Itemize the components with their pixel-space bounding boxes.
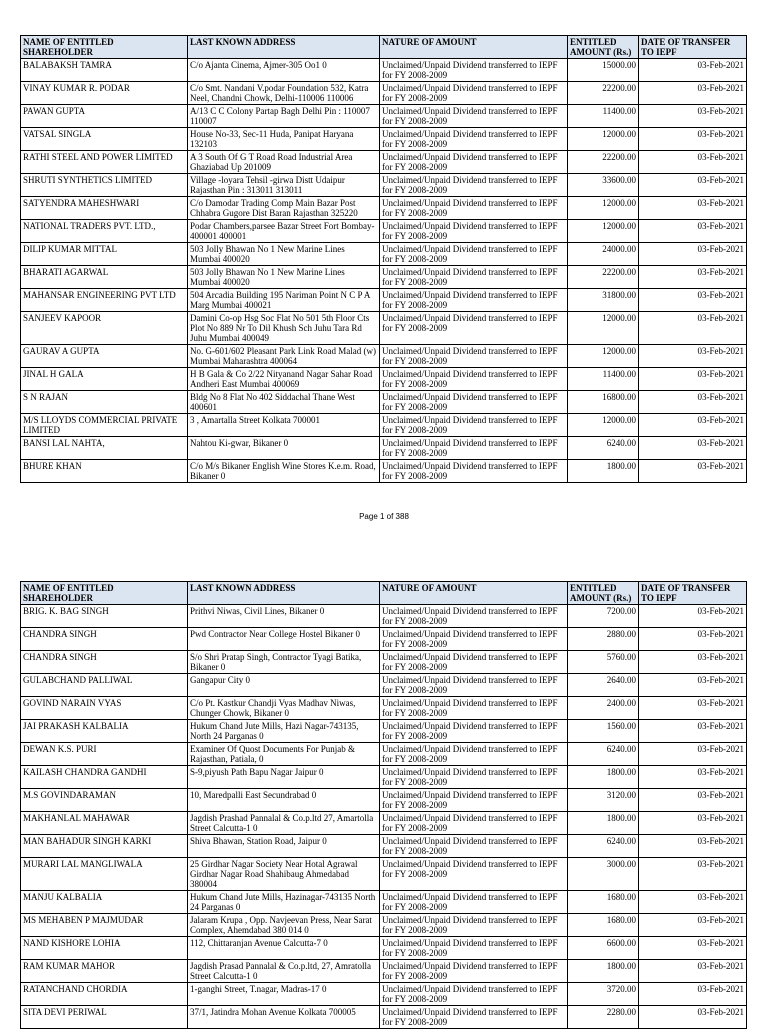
cell-date: 03-Feb-2021 xyxy=(639,937,747,960)
cell-nature: Unclaimed/Unpaid Dividend transferred to IEPF for FY 2008-2009 xyxy=(380,697,568,720)
cell-amount: 3720.00 xyxy=(568,983,639,1006)
table-row xyxy=(21,266,747,289)
cell-address: S/o Shri Pratap Singh, Contractor Tyagi Batika, Bikaner 0 xyxy=(188,651,380,674)
cell-name: M/S LLOYDS COMMERCIAL PRIVATE LIMITED xyxy=(21,414,188,437)
cell-nature: Unclaimed/Unpaid Dividend transferred to IEPF for FY 2008-2009 xyxy=(380,858,568,891)
table-row xyxy=(21,697,747,720)
cell-name: JAI PRAKASH KALBALIA xyxy=(21,720,188,743)
cell-nature: Unclaimed/Unpaid Dividend transferred to IEPF for FY 2008-2009 xyxy=(380,151,568,174)
cell-amount: 3000.00 xyxy=(568,858,639,891)
cell-date: 03-Feb-2021 xyxy=(639,812,747,835)
table-row xyxy=(21,460,747,483)
cell-name: SANJEEV KAPOOR xyxy=(21,312,188,345)
cell-name: DEWAN K.S. PURI xyxy=(21,743,188,766)
cell-amount: 31800.00 xyxy=(568,289,639,312)
table-body xyxy=(21,605,747,1029)
cell-nature: Unclaimed/Unpaid Dividend transferred to IEPF for FY 2008-2009 xyxy=(380,197,568,220)
table-row xyxy=(21,812,747,835)
cell-address: 25 Girdhar Nagar Society Near Hotal Agrawal Girdhar Nagar Road Shahibaug Ahmedabad 380004 xyxy=(188,858,380,891)
table-header-row xyxy=(21,36,747,59)
table-row xyxy=(21,345,747,368)
cell-name: RAM KUMAR MAHOR xyxy=(21,960,188,983)
cell-date: 03-Feb-2021 xyxy=(639,960,747,983)
cell-nature: Unclaimed/Unpaid Dividend transferred to IEPF for FY 2008-2009 xyxy=(380,651,568,674)
cell-date: 03-Feb-2021 xyxy=(639,766,747,789)
cell-nature: Unclaimed/Unpaid Dividend transferred to IEPF for FY 2008-2009 xyxy=(380,674,568,697)
header-amount: ENTITLED AMOUNT (Rs.) xyxy=(568,36,639,59)
cell-name: BRIG. K. BAG SINGH xyxy=(21,605,188,628)
cell-amount: 12000.00 xyxy=(568,312,639,345)
cell-address: C/o M/s Bikaner English Wine Stores K.e.m. Road, Bikaner 0 xyxy=(188,460,380,483)
table-row xyxy=(21,414,747,437)
cell-address: Pwd Contractor Near College Hostel Bikaner 0 xyxy=(188,628,380,651)
page-number: Page 1 of 388 xyxy=(359,512,409,521)
cell-address: Jagdish Prashad Pannalal & Co.p.ltd 27, Amartolla Street Calcutta-1 0 xyxy=(188,812,380,835)
table-row xyxy=(21,391,747,414)
cell-name: MS MEHABEN P MAJMUDAR xyxy=(21,914,188,937)
cell-address: 37/1, Jatindra Mohan Avenue Kolkata 700005 xyxy=(188,1006,380,1029)
table-row xyxy=(21,312,747,345)
cell-nature: Unclaimed/Unpaid Dividend transferred to IEPF for FY 2008-2009 xyxy=(380,414,568,437)
cell-nature: Unclaimed/Unpaid Dividend transferred to IEPF for FY 2008-2009 xyxy=(380,891,568,914)
cell-nature: Unclaimed/Unpaid Dividend transferred to IEPF for FY 2008-2009 xyxy=(380,914,568,937)
cell-name: CHANDRA SINGH xyxy=(21,651,188,674)
cell-name: S N RAJAN xyxy=(21,391,188,414)
table-row xyxy=(21,197,747,220)
cell-address: S-9,piyush Path Bapu Nagar Jaipur 0 xyxy=(188,766,380,789)
table-row xyxy=(21,174,747,197)
shareholder-table-page-1 xyxy=(20,35,747,483)
cell-nature: Unclaimed/Unpaid Dividend transferred to IEPF for FY 2008-2009 xyxy=(380,243,568,266)
cell-nature: Unclaimed/Unpaid Dividend transferred to IEPF for FY 2008-2009 xyxy=(380,220,568,243)
table-body xyxy=(21,59,747,483)
cell-amount: 12000.00 xyxy=(568,197,639,220)
table-row xyxy=(21,937,747,960)
cell-address: C/o Pt. Kastkur Chandji Vyas Madhav Niwas, Chunger Chowk, Bikaner 0 xyxy=(188,697,380,720)
table-row xyxy=(21,437,747,460)
cell-name: MANJU KALBALIA xyxy=(21,891,188,914)
cell-date: 03-Feb-2021 xyxy=(639,128,747,151)
cell-address: Hukum Chand Jute Mills, Hazinagar-743135 North 24 Parganas 0 xyxy=(188,891,380,914)
table-row xyxy=(21,59,747,82)
cell-name: VATSAL SINGLA xyxy=(21,128,188,151)
cell-address: 504 Arcadia Building 195 Nariman Point N C P A Marg Mumbai 400021 xyxy=(188,289,380,312)
cell-date: 03-Feb-2021 xyxy=(639,105,747,128)
cell-date: 03-Feb-2021 xyxy=(639,220,747,243)
cell-name: BALABAKSH TAMRA xyxy=(21,59,188,82)
cell-amount: 5760.00 xyxy=(568,651,639,674)
cell-name: SHRUTI SYNTHETICS LIMITED xyxy=(21,174,188,197)
table-row xyxy=(21,720,747,743)
cell-date: 03-Feb-2021 xyxy=(639,1006,747,1029)
cell-address: Gangapur City 0 xyxy=(188,674,380,697)
cell-nature: Unclaimed/Unpaid Dividend transferred to IEPF for FY 2008-2009 xyxy=(380,812,568,835)
cell-amount: 1800.00 xyxy=(568,460,639,483)
cell-nature: Unclaimed/Unpaid Dividend transferred to IEPF for FY 2008-2009 xyxy=(380,628,568,651)
cell-date: 03-Feb-2021 xyxy=(639,460,747,483)
cell-amount: 2400.00 xyxy=(568,697,639,720)
cell-nature: Unclaimed/Unpaid Dividend transferred to IEPF for FY 2008-2009 xyxy=(380,720,568,743)
cell-nature: Unclaimed/Unpaid Dividend transferred to IEPF for FY 2008-2009 xyxy=(380,983,568,1006)
cell-name: MURARI LAL MANGLIWALA xyxy=(21,858,188,891)
header-name: NAME OF ENTITLED SHAREHOLDER xyxy=(21,582,188,605)
cell-nature: Unclaimed/Unpaid Dividend transferred to IEPF for FY 2008-2009 xyxy=(380,345,568,368)
cell-address: Village -loyara Tehsil -girwa Distt Udaipur Rajasthan Pin : 313011 313011 xyxy=(188,174,380,197)
cell-name: KAILASH CHANDRA GANDHI xyxy=(21,766,188,789)
cell-name: BHURE KHAN xyxy=(21,460,188,483)
cell-nature: Unclaimed/Unpaid Dividend transferred to IEPF for FY 2008-2009 xyxy=(380,391,568,414)
cell-name: BANSI LAL NAHTA, xyxy=(21,437,188,460)
cell-amount: 1800.00 xyxy=(568,960,639,983)
cell-name: RATANCHAND CHORDIA xyxy=(21,983,188,1006)
cell-address: 503 Jolly Bhawan No 1 New Marine Lines Mumbai 400020 xyxy=(188,243,380,266)
cell-amount: 2280.00 xyxy=(568,1006,639,1029)
cell-name: NATIONAL TRADERS PVT. LTD., xyxy=(21,220,188,243)
table-row xyxy=(21,151,747,174)
header-address: LAST KNOWN ADDRESS xyxy=(188,582,380,605)
cell-amount: 6240.00 xyxy=(568,437,639,460)
cell-date: 03-Feb-2021 xyxy=(639,82,747,105)
cell-amount: 11400.00 xyxy=(568,105,639,128)
cell-nature: Unclaimed/Unpaid Dividend transferred to IEPF for FY 2008-2009 xyxy=(380,460,568,483)
header-nature: NATURE OF AMOUNT xyxy=(380,36,568,59)
table-row xyxy=(21,891,747,914)
cell-amount: 12000.00 xyxy=(568,345,639,368)
cell-nature: Unclaimed/Unpaid Dividend transferred to IEPF for FY 2008-2009 xyxy=(380,789,568,812)
cell-name: M.S GOVINDARAMAN xyxy=(21,789,188,812)
cell-address: A 3 South Of G T Road Road Industrial Area Ghaziabad Up 201009 xyxy=(188,151,380,174)
table-row xyxy=(21,766,747,789)
document-page-2 xyxy=(0,540,768,1027)
cell-amount: 6240.00 xyxy=(568,835,639,858)
cell-address: 1-ganghi Street, T.nagar, Madras-17 0 xyxy=(188,983,380,1006)
cell-address: 3 , Amartalla Street Kolkata 700001 xyxy=(188,414,380,437)
cell-date: 03-Feb-2021 xyxy=(639,651,747,674)
cell-name: BHARATI AGARWAL xyxy=(21,266,188,289)
cell-name: SITA DEVI PERIWAL xyxy=(21,1006,188,1029)
cell-address: Podar Chambers,parsee Bazar Street Fort Bombay-400001 400001 xyxy=(188,220,380,243)
cell-amount: 1680.00 xyxy=(568,891,639,914)
table-row xyxy=(21,743,747,766)
cell-date: 03-Feb-2021 xyxy=(639,414,747,437)
cell-date: 03-Feb-2021 xyxy=(639,605,747,628)
cell-nature: Unclaimed/Unpaid Dividend transferred to IEPF for FY 2008-2009 xyxy=(380,605,568,628)
cell-amount: 12000.00 xyxy=(568,220,639,243)
cell-amount: 6600.00 xyxy=(568,937,639,960)
cell-nature: Unclaimed/Unpaid Dividend transferred to IEPF for FY 2008-2009 xyxy=(380,960,568,983)
cell-amount: 1560.00 xyxy=(568,720,639,743)
table-row xyxy=(21,1006,747,1029)
header-name: NAME OF ENTITLED SHAREHOLDER xyxy=(21,36,188,59)
cell-date: 03-Feb-2021 xyxy=(639,289,747,312)
table-header-row xyxy=(21,582,747,605)
table-row xyxy=(21,960,747,983)
cell-nature: Unclaimed/Unpaid Dividend transferred to IEPF for FY 2008-2009 xyxy=(380,312,568,345)
cell-address: Prithvi Niwas, Civil Lines, Bikaner 0 xyxy=(188,605,380,628)
cell-date: 03-Feb-2021 xyxy=(639,914,747,937)
cell-date: 03-Feb-2021 xyxy=(639,720,747,743)
cell-nature: Unclaimed/Unpaid Dividend transferred to IEPF for FY 2008-2009 xyxy=(380,105,568,128)
cell-date: 03-Feb-2021 xyxy=(639,789,747,812)
cell-address: House No-33, Sec-11 Huda, Panipat Haryana 132103 xyxy=(188,128,380,151)
table-row xyxy=(21,289,747,312)
cell-address: Examiner Of Quost Documents For Punjab & Rajasthan, Patiala, 0 xyxy=(188,743,380,766)
cell-name: VINAY KUMAR R. PODAR xyxy=(21,82,188,105)
cell-address: Nahtou Ki-gwar, Bikaner 0 xyxy=(188,437,380,460)
table-row xyxy=(21,82,747,105)
cell-address: C/o Ajanta Cinema, Ajmer-305 Oo1 0 xyxy=(188,59,380,82)
cell-address: No. G-601/602 Pleasant Park Link Road Malad (w) Mumbai Maharashtra 400064 xyxy=(188,345,380,368)
cell-amount: 16800.00 xyxy=(568,391,639,414)
cell-nature: Unclaimed/Unpaid Dividend transferred to IEPF for FY 2008-2009 xyxy=(380,266,568,289)
cell-date: 03-Feb-2021 xyxy=(639,437,747,460)
cell-name: PAWAN GUPTA xyxy=(21,105,188,128)
table-row xyxy=(21,368,747,391)
table-row xyxy=(21,628,747,651)
cell-address: C/o Smt. Nandani V.podar Foundation 532, Katra Neel, Chandni Chowk, Delhi-110006 110006 xyxy=(188,82,380,105)
cell-name: GULABCHAND PALLIWAL xyxy=(21,674,188,697)
table-row xyxy=(21,858,747,891)
cell-nature: Unclaimed/Unpaid Dividend transferred to IEPF for FY 2008-2009 xyxy=(380,937,568,960)
cell-amount: 2640.00 xyxy=(568,674,639,697)
cell-date: 03-Feb-2021 xyxy=(639,891,747,914)
cell-amount: 1800.00 xyxy=(568,766,639,789)
cell-name: DILIP KUMAR MITTAL xyxy=(21,243,188,266)
cell-address: Jagdish Prasad Pannalal & Co.p.ltd, 27, Amratolla Street Calcutta-1 0 xyxy=(188,960,380,983)
cell-date: 03-Feb-2021 xyxy=(639,835,747,858)
table-row xyxy=(21,674,747,697)
table-row xyxy=(21,243,747,266)
cell-nature: Unclaimed/Unpaid Dividend transferred to IEPF for FY 2008-2009 xyxy=(380,743,568,766)
cell-address: A/13 C C Colony Partap Bagh Delhi Pin : 110007 110007 xyxy=(188,105,380,128)
cell-date: 03-Feb-2021 xyxy=(639,345,747,368)
cell-name: CHANDRA SINGH xyxy=(21,628,188,651)
cell-date: 03-Feb-2021 xyxy=(639,266,747,289)
cell-date: 03-Feb-2021 xyxy=(639,151,747,174)
cell-nature: Unclaimed/Unpaid Dividend transferred to IEPF for FY 2008-2009 xyxy=(380,835,568,858)
cell-nature: Unclaimed/Unpaid Dividend transferred to IEPF for FY 2008-2009 xyxy=(380,128,568,151)
cell-name: RATHI STEEL AND POWER LIMITED xyxy=(21,151,188,174)
cell-amount: 11400.00 xyxy=(568,368,639,391)
table-row xyxy=(21,651,747,674)
table-row xyxy=(21,983,747,1006)
cell-nature: Unclaimed/Unpaid Dividend transferred to IEPF for FY 2008-2009 xyxy=(380,59,568,82)
cell-amount: 1680.00 xyxy=(568,914,639,937)
cell-amount: 24000.00 xyxy=(568,243,639,266)
cell-amount: 22200.00 xyxy=(568,266,639,289)
cell-address: Jalaram Krupa , Opp. Navjeevan Press, Near Sarat Complex, Ahemdabad 380 014 0 xyxy=(188,914,380,937)
cell-date: 03-Feb-2021 xyxy=(639,243,747,266)
header-date: DATE OF TRANSFER TO IEPF xyxy=(639,582,747,605)
cell-address: H B Gala & Co 2/22 Nityanand Nagar Sahar Road Andheri East Mumbai 400069 xyxy=(188,368,380,391)
cell-amount: 33600.00 xyxy=(568,174,639,197)
cell-date: 03-Feb-2021 xyxy=(639,628,747,651)
table-row xyxy=(21,220,747,243)
cell-name: MAN BAHADUR SINGH KARKI xyxy=(21,835,188,858)
cell-amount: 15000.00 xyxy=(568,59,639,82)
cell-address: Hukum Chand Jute Mills, Hazi Nagar-743135, North 24 Parganas 0 xyxy=(188,720,380,743)
shareholder-table-page-2 xyxy=(20,581,747,1029)
table-row xyxy=(21,914,747,937)
cell-address: 10, Maredpalli East Secundrabad 0 xyxy=(188,789,380,812)
header-amount: ENTITLED AMOUNT (Rs.) xyxy=(568,582,639,605)
cell-date: 03-Feb-2021 xyxy=(639,197,747,220)
cell-nature: Unclaimed/Unpaid Dividend transferred to IEPF for FY 2008-2009 xyxy=(380,368,568,391)
cell-amount: 12000.00 xyxy=(568,128,639,151)
cell-name: GOVIND NARAIN VYAS xyxy=(21,697,188,720)
cell-nature: Unclaimed/Unpaid Dividend transferred to IEPF for FY 2008-2009 xyxy=(380,289,568,312)
cell-amount: 22200.00 xyxy=(568,82,639,105)
cell-nature: Unclaimed/Unpaid Dividend transferred to IEPF for FY 2008-2009 xyxy=(380,82,568,105)
cell-nature: Unclaimed/Unpaid Dividend transferred to IEPF for FY 2008-2009 xyxy=(380,437,568,460)
cell-name: GAURAV A GUPTA xyxy=(21,345,188,368)
header-date: DATE OF TRANSFER TO IEPF xyxy=(639,36,747,59)
cell-amount: 12000.00 xyxy=(568,414,639,437)
cell-amount: 7200.00 xyxy=(568,605,639,628)
cell-address: Bldg No 8 Flat No 402 Siddachal Thane West 400601 xyxy=(188,391,380,414)
cell-amount: 2880.00 xyxy=(568,628,639,651)
cell-address: 112, Chittaranjan Avenue Calcutta-7 0 xyxy=(188,937,380,960)
cell-date: 03-Feb-2021 xyxy=(639,858,747,891)
table-row xyxy=(21,105,747,128)
table-row xyxy=(21,789,747,812)
cell-date: 03-Feb-2021 xyxy=(639,368,747,391)
cell-nature: Unclaimed/Unpaid Dividend transferred to IEPF for FY 2008-2009 xyxy=(380,766,568,789)
cell-nature: Unclaimed/Unpaid Dividend transferred to IEPF for FY 2008-2009 xyxy=(380,1006,568,1029)
cell-amount: 22200.00 xyxy=(568,151,639,174)
cell-amount: 1800.00 xyxy=(568,812,639,835)
cell-name: SATYENDRA MAHESHWARI xyxy=(21,197,188,220)
cell-name: NAND KISHORE LOHIA xyxy=(21,937,188,960)
cell-nature: Unclaimed/Unpaid Dividend transferred to IEPF for FY 2008-2009 xyxy=(380,174,568,197)
header-address: LAST KNOWN ADDRESS xyxy=(188,36,380,59)
cell-date: 03-Feb-2021 xyxy=(639,312,747,345)
cell-address: Damini Co-op Hsg Soc Flat No 501 5th Floor Cts Plot No 889 Nr To Dil Khush Sch Juhu Tara Rd Juhu Mumbai 400049 xyxy=(188,312,380,345)
cell-date: 03-Feb-2021 xyxy=(639,983,747,1006)
cell-date: 03-Feb-2021 xyxy=(639,391,747,414)
cell-name: MAHANSAR ENGINEERING PVT LTD xyxy=(21,289,188,312)
table-row xyxy=(21,835,747,858)
cell-address: 503 Jolly Bhawan No 1 New Marine Lines Mumbai 400020 xyxy=(188,266,380,289)
cell-date: 03-Feb-2021 xyxy=(639,174,747,197)
cell-name: JINAL H GALA xyxy=(21,368,188,391)
cell-amount: 6240.00 xyxy=(568,743,639,766)
cell-amount: 3120.00 xyxy=(568,789,639,812)
cell-address: C/o Damodar Trading Comp Main Bazar Post Chhabra Gugore Dist Baran Rajasthan 325220 xyxy=(188,197,380,220)
table-row xyxy=(21,605,747,628)
table-row xyxy=(21,128,747,151)
cell-date: 03-Feb-2021 xyxy=(639,743,747,766)
cell-address: Shiva Bhawan, Station Road, Jaipur 0 xyxy=(188,835,380,858)
cell-date: 03-Feb-2021 xyxy=(639,674,747,697)
cell-name: MAKHANLAL MAHAWAR xyxy=(21,812,188,835)
cell-date: 03-Feb-2021 xyxy=(639,59,747,82)
header-nature: NATURE OF AMOUNT xyxy=(380,582,568,605)
cell-date: 03-Feb-2021 xyxy=(639,697,747,720)
